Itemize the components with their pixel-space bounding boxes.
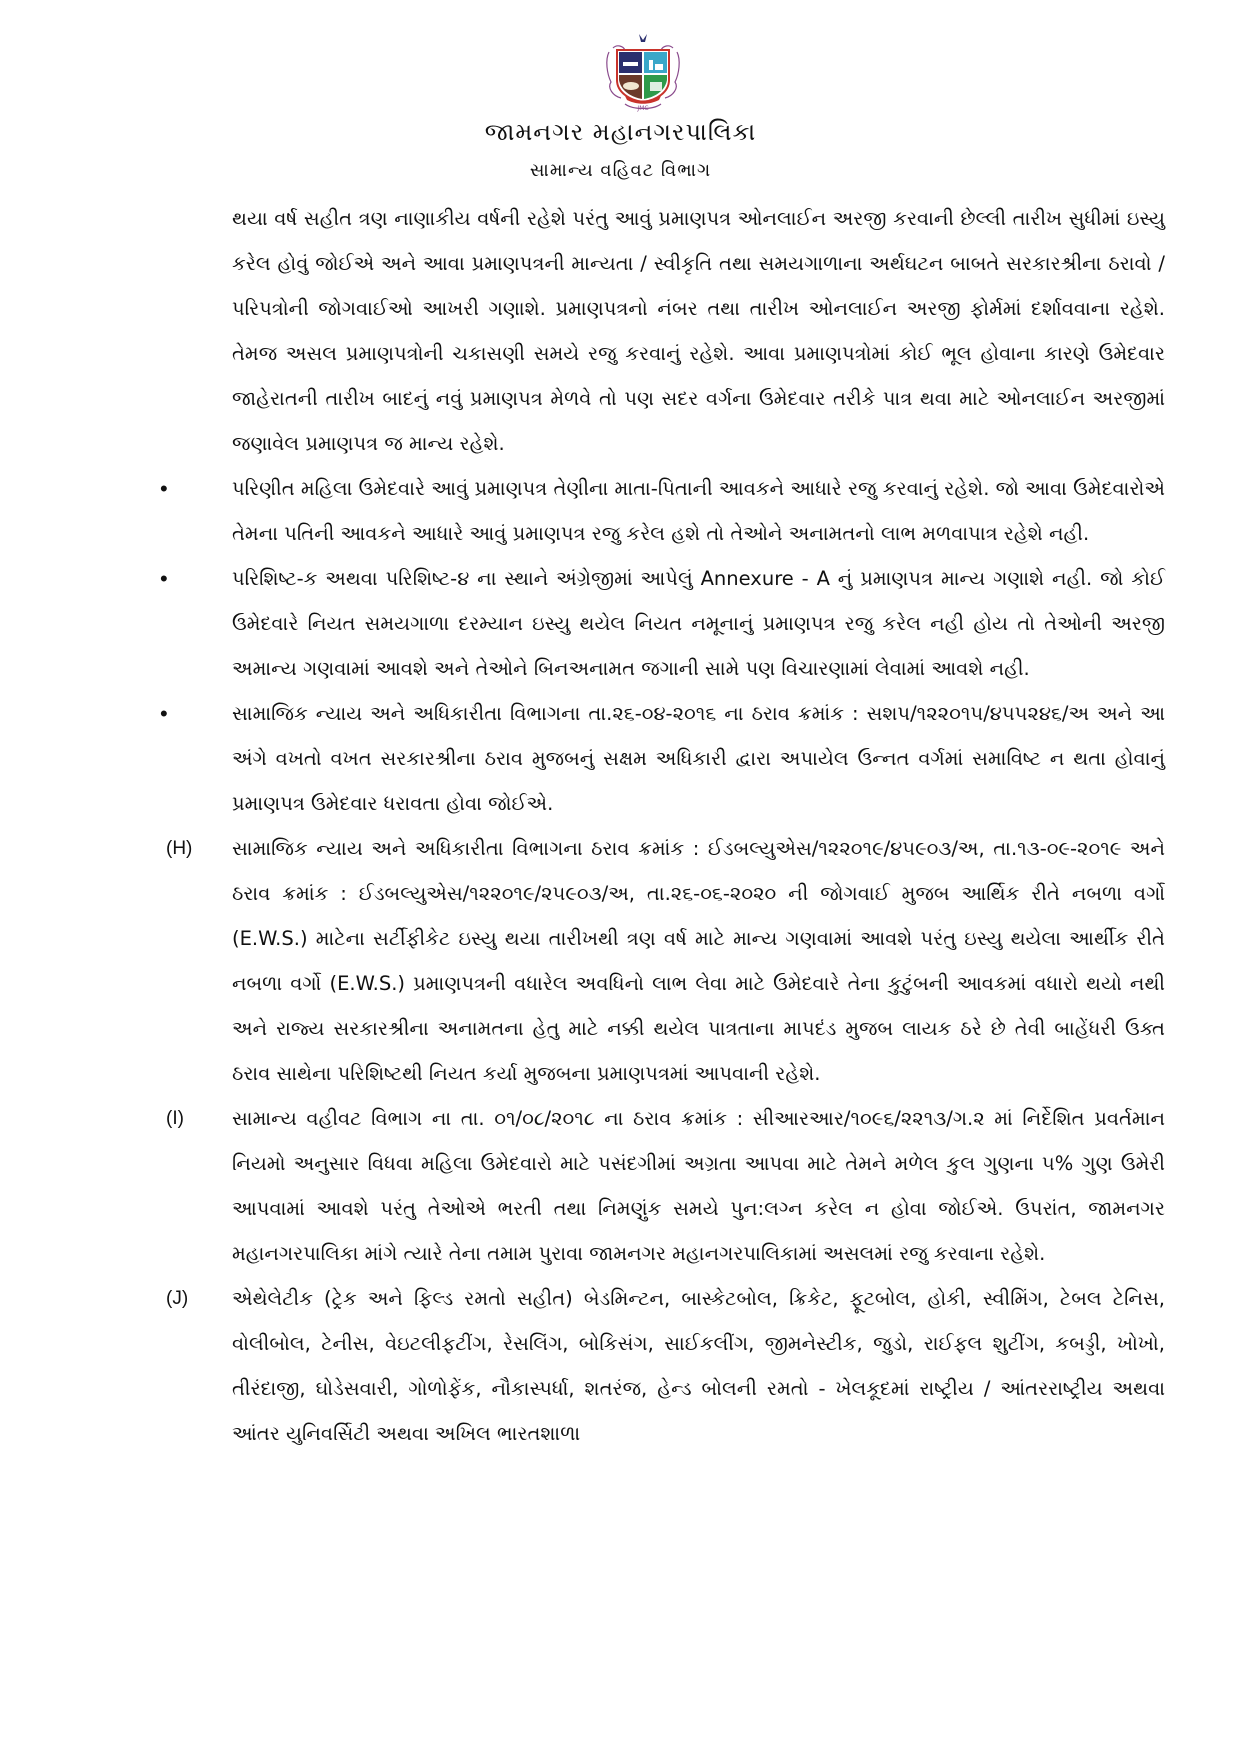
intro-paragraph: થયા વર્ષ સહીત ત્રણ નાણાકીય વર્ષની રહેશે પરંતુ આવું પ્રમાણપત્ર ઓનલાઈન અરજી કરવાની છેલ્લી તારીખ સુધીમાં ઇસ્યુ કરેલ હોવું જોઈએ અને આવા પ્રમાણપત્રની માન્યતા / સ્વીકૃતિ તથા સમયગાળાના અર્થઘટન બાબતે સરકારશ્રીના ઠરાવો / પરિપત્રોની જોગવાઈઓ આખરી ગણાશે. પ્રમાણપત્રનો નંબર તથા તારીખ ઓનલાઈન અરજી ફોર્મમાં દર્શાવવાના રહેશે. તેમજ અસલ પ્રમાણપત્રોની ચકાસણી સમયે રજુ કરવાનું રહેશે. આવા પ્રમાણપત્રોમાં કોઈ ભૂલ હોવાના કારણે ઉમેદવાર જાહેરાતની તારીખ બાદનું નવું પ્રમાણપત્ર મેળવે તો પણ સદર વર્ગના ઉમેદવાર તરીકે પાત્ર થવા માટે ઓનલાઈન અરજીમાં જણાવેલ પ્રમાણપત્ર જ માન્ય રહેશે. [232, 207, 1165, 455]
section-h [150, 826, 1165, 1096]
section-label: (J) [166, 1288, 189, 1309]
section-text: એથેલેટીક (ટ્રેક અને ફિલ્ડ રમતો સહીત) બેડમિન્ટન, બાસ્કેટબોલ, ક્રિકેટ, ફૂટબોલ, હોકી, સ્વીમિંગ, ટેબલ ટેનિસ, વોલીબોલ, ટેનીસ, વેઇટલીફટીંગ, રેસલિંગ, બોકિસંગ, સાઈકલીંગ, જીમનેસ્ટીક, જુડો, રાઈફલ શુટીંગ, કબડ્ડી, ખોખો, તીરંદાજી, ઘોડેસવારી, ગોળોફેંક, નૌકાસ્પર્ધા, શતરંજ, હેન્ડ બોલની રમતો - ખેલકૂદમાં રાષ્ટ્રીય / આંતરરાષ્ટ્રીય અથવા આંતર યુનિવર્સિટી અથવા અખિલ ભારતશાળા [232, 1287, 1165, 1445]
bullet-item [150, 466, 1165, 556]
svg-text:JMC: JMC [637, 105, 649, 112]
bullet-icon: • [160, 476, 168, 501]
section-label: (H) [166, 838, 193, 859]
section-label: (I) [166, 1108, 184, 1129]
bullet-item [150, 556, 1165, 691]
section-text: સામાન્ય વહીવટ વિભાગ ના તા. ૦૧/૦૮/૨૦૧૮ ના ઠરાવ ક્રમાંક : સીઆરઆર/૧૦૯૬/૨૨૧૩/ગ.૨ માં નિર્દેશિત પ્રવર્તમાન નિયમો અનુસાર વિધવા મહિલા ઉમેદવારો માટે પસંદગીમાં અગ્રતા આપવા માટે તેમને મળેલ કુલ ગુણના ૫% ગુણ ઉમેરી આપવામાં આવશે પરંતુ તેઓએ ભરતી તથા નિમણુંક સમયે પુન:લગ્ન કરેલ ન હોવા જોઈએ. ઉપરાંત, જામનગર મહાનગરપાલિકા માંગે ત્યારે તેના તમામ પુરાવા જામનગર મહાનગરપાલિકામાં અસલમાં રજુ કરવાના રહેશે. [232, 1107, 1165, 1265]
department-title: સામાન્ય વહિવટ વિભાગ [529, 160, 712, 181]
municipal-emblem-icon [603, 30, 683, 112]
bullet-item [150, 691, 1165, 826]
section-i [150, 1096, 1165, 1276]
bullet-icon: • [160, 566, 168, 591]
section-j [150, 1276, 1165, 1456]
bullet-text: પરિણીત મહિલા ઉમેદવારે આવું પ્રમાણપત્ર તેણીના માતા-પિતાની આવકને આધારે રજુ કરવાનું રહેશે. જો આવા ઉમેદવારોએ તેમના પતિની આવકને આધારે આવું પ્રમાણપત્ર રજુ કરેલ હશે તો તેઓને અનામતનો લાભ મળવાપાત્ર રહેશે નહી. [232, 477, 1165, 545]
section-text: સામાજિક ન્યાય અને અધિકારીતા વિભાગના ઠરાવ ક્રમાંક : ઈડબલ્યુએસ/૧૨૨૦૧૯/૪૫૯૦૩/અ, તા.૧૩-૦૯-૨૦૧૯ અને ઠરાવ ક્રમાંક : ઈડબલ્યુએસ/૧૨૨૦૧૯/૨૫૯૦૩/અ, તા.૨૬-૦૬-૨૦૨૦ ની જોગવાઈ મુજબ આર્થિક રીતે નબળા વર્ગો (E.W.S.) માટેના સર્ટીફીકેટ ઇસ્યુ થયા તારીખથી ત્રણ વર્ષ માટે માન્ય ગણવામાં આવશે પરંતુ ઇસ્યુ થયેલા આર્થીક રીતે નબળા વર્ગો (E.W.S.) પ્રમાણપત્રની વધારેલ અવધિનો લાભ લેવા માટે ઉમેદવારે તેના કુટુંબની આવકમાં વધારો થયો નથી અને રાજ્ય સરકારશ્રીના અનામતના હેતુ માટે નક્કી થયેલ પાત્રતાના માપદંડ મુજબ લાયક ઠરે છે તેવી બાહેંધરી ઉક્ત ઠરાવ સાથેના પરિશિષ્ટથી નિયત કર્યા મુજબના પ્રમાણપત્રમાં આપવાની રહેશે. [232, 837, 1165, 1085]
bullet-icon: • [160, 701, 168, 726]
organization-title: જામનગર મહાનગરપાલિકા [484, 118, 757, 146]
bullet-text: સામાજિક ન્યાય અને અધિકારીતા વિભાગના તા.૨૬-૦૪-૨૦૧૬ ના ઠરાવ ક્રમાંક : સશપ/૧૨૨૦૧૫/૪૫૫૨૪૬/અ અને આ અંગે વખતો વખત સરકારશ્રીના ઠરાવ મુજબનું સક્ષમ અધિકારી દ્વારા અપાયેલ ઉન્નત વર્ગમાં સમાવિષ્ટ ન થતા હોવાનું પ્રમાણપત્ર ઉમેદવાર ધરાવતા હોવા જોઈએ. [232, 702, 1165, 815]
bullet-text: પરિશિષ્ટ-ક અથવા પરિશિષ્ટ-૪ ના સ્થાને અંગ્રેજીમાં આપેલું Annexure - A નું પ્રમાણપત્ર માન્ય ગણાશે નહી. જો કોઈ ઉમેદવારે નિયત સમયગાળા દરમ્યાન ઇસ્યુ થયેલ નિયત નમૂનાનું પ્રમાણપત્ર રજુ કરેલ નહી હોય તો તેઓની અરજી અમાન્ય ગણવામાં આવશે અને તેઓને બિનઅનામત જગાની સામે પણ વિચારણામાં લેવામાં આવશે નહી. [232, 567, 1165, 680]
document-body [150, 196, 1165, 1456]
